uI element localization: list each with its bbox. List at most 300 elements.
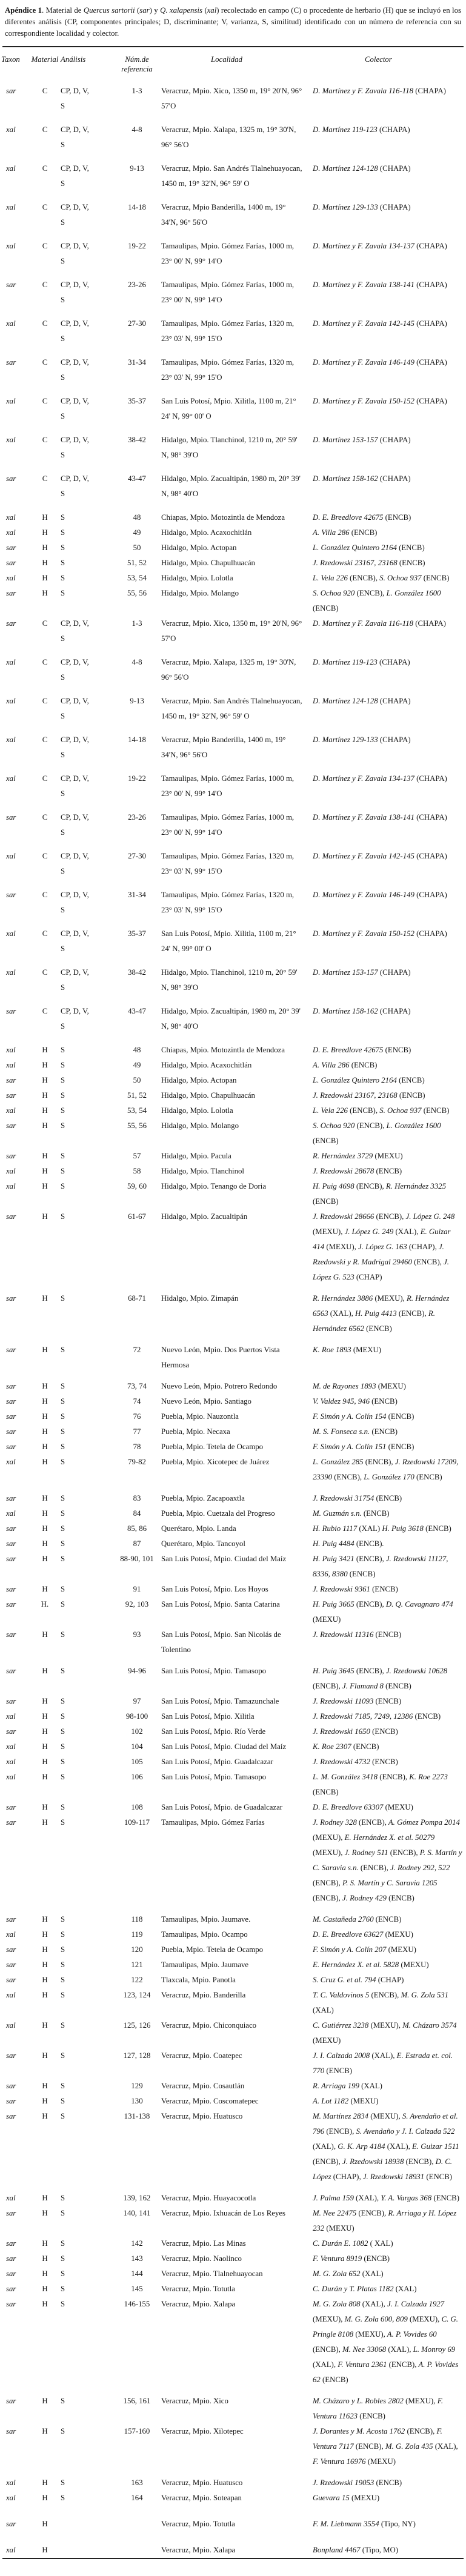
cell-material-text: H — [42, 1396, 48, 1406]
cell-taxon — [1, 2282, 29, 2297]
collector-name: D. Martínez y F. Zavala 134-137 — [313, 774, 417, 783]
cell-taxon — [1, 1709, 29, 1724]
cell-num — [113, 200, 161, 239]
collector-name: , A. P. Vovides 60 — [383, 2329, 437, 2339]
table-row — [1, 1088, 465, 1103]
cell-analisis-text: S — [61, 1742, 65, 1751]
collector-name: , J. López G. 163 — [354, 1242, 409, 1251]
cell-num-text: 123, 124 — [123, 1990, 151, 1999]
herbarium-code: (ENCB) — [376, 1166, 402, 1175]
cell-material-text: H — [42, 1802, 48, 1811]
collector-name: , L. González 1600 — [382, 588, 441, 597]
cell-taxon-text: xal — [6, 657, 16, 666]
cell-localidad-text: Querétaro, Mpio. Tancoyol — [161, 1539, 245, 1548]
cell-taxon-text: sar — [6, 1427, 16, 1436]
herbarium-code: (CHAPA) — [379, 735, 411, 744]
cell-colector — [313, 1912, 465, 1927]
collector-name: L. Vela 226 — [313, 573, 350, 582]
cell-taxon — [1, 1957, 29, 1973]
cell-analisis-text: S — [61, 1412, 65, 1421]
cell-colector — [313, 1043, 465, 1058]
cell-localidad-text: Nuevo León, Mpio. Santiago — [161, 1396, 251, 1406]
cell-taxon — [1, 277, 29, 316]
cell-taxon — [1, 525, 29, 540]
cell-num-text: 87 — [133, 1539, 141, 1548]
cell-material-text: H — [42, 1742, 48, 1751]
cell-localidad-text: Tamaulipas, Mpio. Gómez Farías, 1000 m, 23° 00' N, 99° 14'O — [161, 812, 295, 837]
cell-material — [29, 1506, 61, 1521]
cell-localidad — [161, 2297, 313, 2394]
cell-num — [113, 926, 161, 965]
cell-analisis — [61, 510, 113, 525]
table-row — [1, 965, 465, 1004]
cell-localidad — [161, 394, 313, 433]
cell-localidad-text: Nuevo León, Mpio. Dos Puertos Vista Hermosa — [161, 1345, 280, 1369]
cell-colector — [313, 1709, 465, 1724]
herbarium-code: (MEXU) — [313, 1615, 341, 1624]
cell-analisis-text: CP, D, V, S — [61, 435, 89, 459]
herbarium-code: (ENCB) — [399, 1075, 425, 1084]
cell-localidad — [161, 1664, 313, 1694]
cell-localidad — [161, 161, 313, 200]
table-row — [1, 1912, 465, 1927]
cell-num-text: 50 — [133, 1075, 141, 1084]
cell-taxon — [1, 2094, 29, 2109]
cell-localidad — [161, 2491, 313, 2506]
cell-taxon-text: xal — [6, 1757, 16, 1766]
cell-analisis — [61, 525, 113, 540]
table-bottom-rule — [2, 2558, 464, 2559]
cell-localidad-text: Veracruz, Mpio. Las Minas — [161, 2239, 246, 2248]
cell-material-text: H — [42, 1630, 48, 1639]
cell-localidad-text: Veracruz, Mpio. Huatusco — [161, 2478, 243, 2487]
table-row — [1, 1709, 465, 1724]
cell-num — [113, 556, 161, 571]
cell-localidad-text: Tamaulipas, Mpio. Gómez Farías, 1320 m, 23° 03' N, 99° 15'O — [161, 851, 295, 875]
cell-num-text: 1-3 — [131, 619, 142, 628]
cell-localidad-text: Querétaro, Mpio. Landa — [161, 1524, 236, 1533]
cell-localidad — [161, 2475, 313, 2491]
cell-num-text: 142 — [131, 2239, 143, 2248]
cell-colector — [313, 1942, 465, 1957]
cell-analisis-text: CP, D, V, S — [61, 86, 89, 110]
collector-name: F. Ventura 8919 — [313, 2254, 364, 2263]
herbarium-code: (CHAP) — [333, 2172, 359, 2181]
cell-colector — [313, 1800, 465, 1815]
table-row — [1, 1973, 465, 1988]
herbarium-code: (CHAPA) — [416, 851, 447, 860]
cell-num — [113, 1379, 161, 1394]
collector-name: R. Arriaga 199 — [313, 2081, 362, 2090]
collector-name: , M. G. Zola 435 — [381, 2442, 435, 2451]
cell-taxon — [1, 1664, 29, 1694]
cell-material-text: C — [42, 86, 48, 95]
table-row — [1, 1439, 465, 1455]
cell-analisis-text: S — [61, 573, 65, 582]
herbarium-code: (ENCB) — [372, 1584, 398, 1593]
cell-num-text: 140, 141 — [123, 2208, 151, 2217]
collector-name: , J. Rzedowski y R. Madrigal 29460 — [313, 1242, 444, 1266]
cell-num — [113, 1209, 161, 1291]
table-row — [1, 1815, 465, 1912]
cell-localidad-text: Hidalgo, Mpio. Molango — [161, 1121, 239, 1130]
cell-taxon — [1, 810, 29, 849]
cell-taxon — [1, 200, 29, 239]
cell-colector — [313, 1379, 465, 1394]
collector-name: , E. Guizar 414 — [313, 1227, 451, 1251]
cell-analisis-text: CP, D, V, S — [61, 619, 89, 643]
cell-analisis — [61, 2251, 113, 2266]
cell-taxon — [1, 161, 29, 200]
herbarium-code: (MEXU) — [367, 2457, 396, 2466]
table-row — [1, 849, 465, 888]
cell-taxon-text: xal — [6, 1509, 16, 1518]
table-row — [1, 1409, 465, 1424]
herbarium-code: (CHAPA) — [379, 1006, 411, 1015]
cell-colector — [313, 525, 465, 540]
cell-localidad — [161, 2206, 313, 2236]
cell-num-text: 145 — [131, 2284, 143, 2293]
cell-taxon — [1, 2048, 29, 2079]
cell-num-text: 106 — [131, 1772, 143, 1781]
cell-num-text: 68-71 — [128, 1293, 146, 1303]
cell-analisis — [61, 1988, 113, 2018]
cell-num — [113, 161, 161, 200]
cell-analisis-text: S — [61, 2111, 65, 2120]
cell-localidad-text: Puebla, Mpio. Zacapoaxtla — [161, 1493, 245, 1502]
table-row — [1, 926, 465, 965]
cell-localidad — [161, 2424, 313, 2475]
cell-num-text: 131-138 — [124, 2111, 150, 2120]
cell-taxon-text: xal — [6, 164, 16, 173]
cell-colector — [313, 2191, 465, 2206]
cell-analisis — [61, 965, 113, 1004]
cell-material-text: H — [42, 1914, 48, 1924]
cell-num-text: 31-34 — [128, 357, 146, 367]
collector-name: , H. Puig 4413 — [351, 1309, 399, 1318]
cell-analisis-text: S — [61, 2051, 65, 2060]
herbarium-code: (ENCB) — [372, 1757, 398, 1766]
collector-name: D. E. Breedlove 42675 — [313, 513, 385, 522]
cell-localidad-text: San Luis Potosí, Mpio. Ciudad del Maíz — [161, 1554, 287, 1563]
collector-name: S. Ochoa 920 — [313, 588, 357, 597]
table-row — [1, 1164, 465, 1179]
cell-colector — [313, 1179, 465, 1209]
herbarium-code: (MEXU) — [378, 1381, 406, 1390]
herbarium-code: (ENCB) — [433, 2193, 459, 2202]
cell-colector — [313, 888, 465, 926]
cell-taxon-text: sar — [6, 280, 16, 289]
cell-analisis — [61, 556, 113, 571]
cell-num — [113, 2079, 161, 2094]
cell-material — [29, 200, 61, 239]
cell-localidad — [161, 1455, 313, 1491]
cell-taxon — [1, 1409, 29, 1424]
herbarium-code: (MEXU) — [350, 2096, 379, 2105]
cell-material — [29, 1694, 61, 1709]
cell-material-text: C — [42, 474, 48, 483]
cell-localidad-text: Hidalgo, Mpio. Zacualtipán, 1980 m, 20° 39' N, 98° 40'O — [161, 474, 301, 498]
cell-analisis-text: S — [61, 1945, 65, 1954]
cell-num-text: 14-18 — [128, 735, 146, 744]
cell-material — [29, 2266, 61, 2282]
collector-name: M. Castañeda 2760 — [313, 1914, 376, 1924]
collector-name: J. Rzedowski 23167, 23168 — [313, 558, 399, 567]
cell-analisis — [61, 2475, 113, 2491]
table-row — [1, 525, 465, 540]
herbarium-code: (MEXU) — [313, 1833, 341, 1842]
cell-material-text: H — [42, 1090, 48, 1100]
herbarium-code: (XAL) — [356, 2193, 377, 2202]
herbarium-code: (ENCB) — [313, 603, 339, 612]
collector-name: H. Puig 3645 — [313, 1666, 356, 1675]
cell-num — [113, 355, 161, 394]
herbarium-code: (ENCB) — [390, 1848, 416, 1857]
cell-analisis-text: S — [61, 1381, 65, 1390]
cell-analisis — [61, 1455, 113, 1491]
cell-analisis — [61, 926, 113, 965]
cell-num-text: 49 — [133, 528, 141, 537]
cell-localidad-text: Tamaulipas, Mpio. Jaumave — [161, 1960, 249, 1969]
cell-taxon — [1, 1343, 29, 1379]
cell-localidad — [161, 732, 313, 771]
cell-taxon — [1, 556, 29, 571]
cell-num — [113, 1724, 161, 1739]
cell-num-text: 23-26 — [128, 280, 146, 289]
herbarium-code: (ENCB) — [405, 2157, 432, 2166]
cell-taxon — [1, 1627, 29, 1664]
collector-name: L. González 285 — [313, 1457, 365, 1466]
herbarium-code: (CHAPA) — [416, 929, 447, 938]
cell-num — [113, 1179, 161, 1209]
cell-material — [29, 2206, 61, 2236]
cell-num — [113, 1491, 161, 1506]
cell-num — [113, 2206, 161, 2236]
cell-analisis — [61, 1073, 113, 1088]
cell-taxon-text: sar — [6, 1293, 16, 1303]
herbarium-code: (ENCB) — [426, 2172, 453, 2181]
cell-colector — [313, 2251, 465, 2266]
collector-name: K. Roe 1893 — [313, 1345, 353, 1354]
cell-taxon-text: sar — [6, 1539, 16, 1548]
cell-num — [113, 1118, 161, 1149]
cell-analisis — [61, 732, 113, 771]
cell-num-text: 38-42 — [128, 435, 146, 444]
collector-name: F. M. Liebmann 3554 — [313, 2519, 381, 2528]
collector-name: . — [382, 1539, 384, 1548]
collector-name: J. Rzedowski 23167, 23168 — [313, 1090, 399, 1100]
cell-num — [113, 2048, 161, 2079]
cell-taxon-text: xal — [6, 1742, 16, 1751]
cell-num-text: 127, 128 — [123, 2051, 151, 2060]
cell-num — [113, 1582, 161, 1597]
cell-taxon — [1, 1439, 29, 1455]
cell-material — [29, 1552, 61, 1582]
cell-analisis — [61, 2094, 113, 2109]
cell-material-text: H — [42, 2478, 48, 2487]
collector-name: , S. Avendaño et al. 796 — [313, 2111, 458, 2136]
cell-num — [113, 316, 161, 355]
herbarium-code: (MEXU) — [401, 1960, 429, 1969]
cell-analisis — [61, 2109, 113, 2191]
cell-colector — [313, 1343, 465, 1379]
cell-localidad-text: Hidalgo, Mpio. Chapulhuacán — [161, 558, 255, 567]
herbarium-code: (CHAPA) — [379, 696, 411, 705]
cell-localidad-text: Veracruz, Mpio Banderilla, 1400 m, 19° 34'N, 96° 56'O — [161, 735, 286, 759]
table-row — [1, 1118, 465, 1149]
collector-name: , J. Rzedowski 17209, 23390 — [313, 1457, 459, 1481]
cell-analisis — [61, 2394, 113, 2424]
cell-num — [113, 2475, 161, 2491]
cell-analisis-text: S — [61, 2193, 65, 2202]
cell-num — [113, 2491, 161, 2506]
cell-material — [29, 694, 61, 732]
cell-analisis-text: S — [61, 1060, 65, 1069]
herbarium-code: (ENCB) — [313, 1681, 339, 1690]
cell-analisis — [61, 1942, 113, 1957]
cell-taxon-text: xal — [6, 929, 16, 938]
table-row — [1, 2048, 465, 2079]
herbarium-code: (MEXU) — [405, 2396, 434, 2405]
cell-material — [29, 1179, 61, 1209]
cell-taxon-text: sar — [6, 1727, 16, 1736]
cell-localidad — [161, 1724, 313, 1739]
cell-num — [113, 2094, 161, 2109]
collector-name: D. Martínez y F. Zavala 150-152 — [313, 929, 417, 938]
collector-name: D. Martínez 153-157 — [313, 435, 380, 444]
cell-num — [113, 1815, 161, 1912]
cell-analisis — [61, 394, 113, 433]
collector-name: , J. Rodney 429 — [338, 1893, 389, 1902]
collector-name: , J. Flamand 8 — [338, 1681, 386, 1690]
cell-num — [113, 2506, 161, 2532]
cell-analisis-text: S — [61, 1914, 65, 1924]
cell-taxon-text: xal — [6, 2545, 16, 2554]
cell-analisis-text: S — [61, 2269, 65, 2278]
cell-analisis — [61, 239, 113, 277]
cell-colector — [313, 1664, 465, 1694]
cell-localidad-text: San Luis Potosí, Mpio. Guadalcazar — [161, 1757, 273, 1766]
cell-localidad-text: Veracruz, Mpio. Soteapan — [161, 2493, 242, 2502]
cell-taxon — [1, 1800, 29, 1815]
herbarium-code: (MEXU) — [355, 2329, 384, 2339]
table-row — [1, 2018, 465, 2048]
cell-num-text: 102 — [131, 1727, 143, 1736]
cell-taxon-text: sar — [6, 2208, 16, 2217]
cell-taxon-text: sar — [6, 812, 16, 822]
cell-taxon — [1, 2236, 29, 2251]
cell-num-text: 48 — [133, 513, 141, 522]
table-row — [1, 1209, 465, 1291]
cell-colector — [313, 1536, 465, 1552]
herbarium-code: (ENCB) — [423, 573, 450, 582]
cell-colector — [313, 2424, 465, 2475]
cell-material-text: H — [42, 1493, 48, 1502]
cell-taxon-text: sar — [6, 2081, 16, 2090]
cell-material — [29, 471, 61, 510]
collector-name: , F. Ventura 2361 — [333, 2360, 389, 2369]
cell-material — [29, 1912, 61, 1927]
cell-colector — [313, 471, 465, 510]
herbarium-code: (CHAPA) — [379, 968, 411, 977]
cell-localidad-text: San Luis Potosí, Mpio. de Guadalcazar — [161, 1802, 283, 1811]
cell-analisis — [61, 1409, 113, 1424]
cell-material — [29, 161, 61, 200]
cell-num-text: 35-37 — [128, 929, 146, 938]
cell-colector — [313, 2297, 465, 2394]
collector-name: J. Rzedowski 1650 — [313, 1727, 373, 1736]
cell-taxon — [1, 888, 29, 926]
herbarium-code: (ENCB) — [349, 1569, 376, 1578]
cell-localidad — [161, 471, 313, 510]
collector-name: M. G. Zola 652 — [313, 2269, 362, 2278]
cell-taxon — [1, 1103, 29, 1118]
cell-material-text: H — [42, 1381, 48, 1390]
table-header-row — [1, 47, 465, 84]
cell-num — [113, 965, 161, 1004]
collector-name: J. Rzedowski 11093 — [313, 1696, 376, 1705]
column-header-num-referencia-label: Núm.de referencia — [121, 55, 153, 73]
cell-num — [113, 1552, 161, 1582]
cell-localidad — [161, 1506, 313, 1521]
herbarium-code: (MEXU) — [385, 1802, 413, 1811]
collector-name: J. Rzedowski 11316 — [313, 1630, 376, 1639]
cell-colector — [313, 1724, 465, 1739]
cell-material — [29, 2394, 61, 2424]
herbarium-code: (MEXU) — [374, 1293, 403, 1303]
cell-material-text: C — [42, 696, 48, 705]
cell-material-text: H — [42, 1045, 48, 1054]
table-row — [1, 888, 465, 926]
cell-localidad-text: Nuevo León, Mpio. Potrero Redondo — [161, 1381, 278, 1390]
cell-num-text: 51, 52 — [127, 1090, 147, 1100]
cell-localidad-text: Veracruz, Mpio. Chiconquiaco — [161, 2020, 257, 2030]
cell-material-text: C — [42, 929, 48, 938]
cell-material — [29, 1800, 61, 1815]
collector-name: , J. Rzedowski 11127, 8336, 8380 — [313, 1554, 448, 1578]
cell-localidad — [161, 2236, 313, 2251]
table-row — [1, 1291, 465, 1343]
table-row — [1, 1536, 465, 1552]
cell-colector — [313, 1209, 465, 1291]
cell-analisis-text: S — [61, 2426, 65, 2435]
cell-taxon — [1, 510, 29, 525]
herbarium-code: (CHAPA) — [379, 435, 411, 444]
cell-num-text: 23-26 — [128, 812, 146, 822]
cell-material — [29, 1957, 61, 1973]
cell-analisis-text: S — [61, 2239, 65, 2248]
cell-taxon — [1, 1179, 29, 1209]
cell-material — [29, 239, 61, 277]
cell-localidad — [161, 1409, 313, 1424]
herbarium-code: (ENCB) — [407, 2426, 433, 2435]
cell-material-text: H — [42, 1772, 48, 1781]
cell-localidad-text: Veracruz, Mpio. Tlalnehuayocan — [161, 2269, 263, 2278]
cell-localidad-text: Veracruz, Mpio. San Andrés Tlalnehuayocan, 1450 m, 19° 32'N, 96° 59' O — [161, 164, 302, 188]
cell-analisis — [61, 1536, 113, 1552]
cell-num-text: 85, 86 — [127, 1524, 147, 1533]
cell-analisis-text: S — [61, 1345, 65, 1354]
herbarium-code: (ENCB) — [313, 1136, 339, 1145]
cell-num-text: 98-100 — [125, 1711, 148, 1721]
herbarium-code: ( XAL) — [370, 2239, 393, 2248]
herbarium-code: (ENCB) — [359, 1817, 385, 1827]
herbarium-code: (XAL) — [395, 2284, 417, 2293]
collector-name: , M. Cházaro 3574 — [398, 2020, 457, 2030]
cell-num — [113, 2394, 161, 2424]
table-row — [1, 2475, 465, 2491]
table-row — [1, 1424, 465, 1439]
